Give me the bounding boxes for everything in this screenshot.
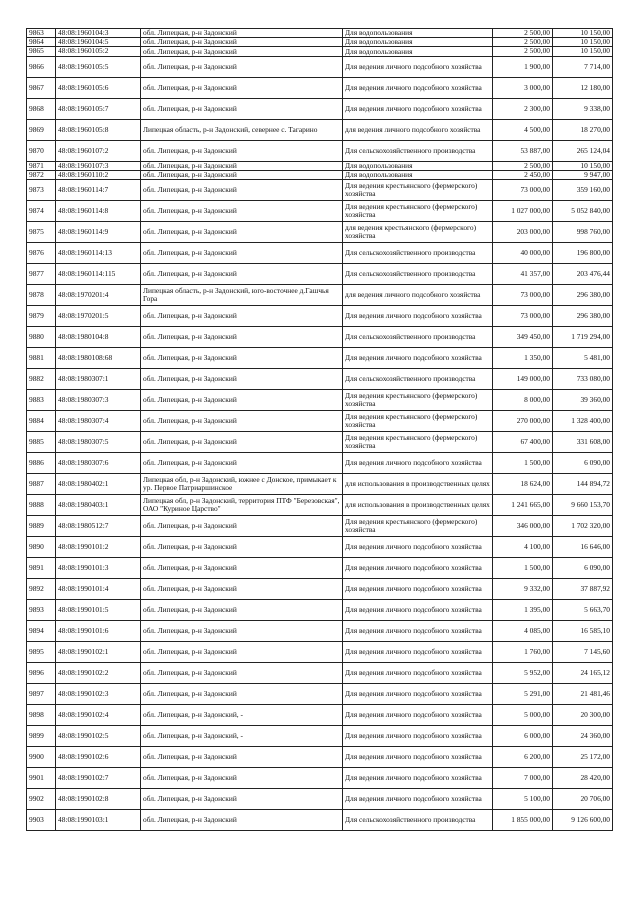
- area-cell: 270 000,00: [493, 411, 553, 432]
- cadastral-value-cell: 144 894,72: [553, 474, 613, 495]
- land-use-cell: Для водопользования: [343, 161, 493, 170]
- area-cell: 9 332,00: [493, 579, 553, 600]
- cadastral-number-cell: 48:08:1990101:6: [56, 621, 141, 642]
- land-use-cell: Для водопользования: [343, 47, 493, 56]
- table-row: [27, 411, 613, 432]
- row-number-cell: 9872: [27, 170, 56, 179]
- cadastral-number-cell: 48:08:1990102:1: [56, 642, 141, 663]
- land-use-cell: Для ведения личного подсобного хозяйства: [343, 642, 493, 663]
- cadastral-number-cell: 48:08:1960114:115: [56, 264, 141, 285]
- land-use-cell: для ведения личного подсобного хозяйства: [343, 285, 493, 306]
- address-cell: обл. Липецкая, р-н Задонский: [141, 600, 343, 621]
- address-cell: обл. Липецкая, р-н Задонский: [141, 170, 343, 179]
- table-row: [27, 98, 613, 119]
- area-cell: 2 300,00: [493, 98, 553, 119]
- area-cell: 1 500,00: [493, 558, 553, 579]
- row-number-cell: 9863: [27, 29, 56, 38]
- land-use-cell: Для ведения личного подсобного хозяйства: [343, 600, 493, 621]
- cadastral-number-cell: 48:08:1960105:2: [56, 47, 141, 56]
- cadastral-value-cell: 203 476,44: [553, 264, 613, 285]
- cadastral-value-cell: 25 172,00: [553, 747, 613, 768]
- area-cell: 40 000,00: [493, 243, 553, 264]
- table-row: [27, 537, 613, 558]
- row-number-cell: 9877: [27, 264, 56, 285]
- cadastral-number-cell: 48:08:1980402:1: [56, 474, 141, 495]
- cadastral-number-cell: 48:08:1960104:5: [56, 38, 141, 47]
- land-use-cell: Для сельскохозяйственного производства: [343, 810, 493, 831]
- cadastral-number-cell: 48:08:1980307:4: [56, 411, 141, 432]
- address-cell: обл. Липецкая, р-н Задонский: [141, 56, 343, 77]
- table-row: [27, 810, 613, 831]
- area-cell: 73 000,00: [493, 285, 553, 306]
- row-number-cell: 9897: [27, 684, 56, 705]
- row-number-cell: 9878: [27, 285, 56, 306]
- row-number-cell: 9888: [27, 495, 56, 516]
- cadastral-value-cell: 1 719 294,00: [553, 327, 613, 348]
- cadastral-value-cell: 6 090,00: [553, 453, 613, 474]
- table-body: [27, 29, 613, 831]
- area-cell: 3 000,00: [493, 77, 553, 98]
- cadastral-number-cell: 48:08:1960105:7: [56, 98, 141, 119]
- table-row: [27, 495, 613, 516]
- address-cell: обл. Липецкая, р-н Задонский: [141, 29, 343, 38]
- land-use-cell: Для ведения личного подсобного хозяйства: [343, 56, 493, 77]
- area-cell: 73 000,00: [493, 180, 553, 201]
- area-cell: 1 500,00: [493, 453, 553, 474]
- cadastral-number-cell: 48:08:1990102:2: [56, 663, 141, 684]
- area-cell: 5 100,00: [493, 789, 553, 810]
- table-row: [27, 453, 613, 474]
- address-cell: обл. Липецкая, р-н Задонский: [141, 201, 343, 222]
- cadastral-value-cell: 359 160,00: [553, 180, 613, 201]
- table-row: [27, 789, 613, 810]
- address-cell: обл. Липецкая, р-н Задонский: [141, 642, 343, 663]
- cadastral-number-cell: 48:08:1980307:3: [56, 390, 141, 411]
- cadastral-value-cell: 39 360,00: [553, 390, 613, 411]
- area-cell: 6 000,00: [493, 726, 553, 747]
- table-row: [27, 705, 613, 726]
- cadastral-number-cell: 48:08:1980104:8: [56, 327, 141, 348]
- area-cell: 203 000,00: [493, 222, 553, 243]
- cadastral-value-cell: 331 608,00: [553, 432, 613, 453]
- cadastral-number-cell: 48:08:1990102:6: [56, 747, 141, 768]
- cadastral-value-cell: 20 706,00: [553, 789, 613, 810]
- land-use-cell: Для ведения личного подсобного хозяйства: [343, 705, 493, 726]
- address-cell: обл. Липецкая, р-н Задонский: [141, 768, 343, 789]
- cadastral-number-cell: 48:08:1990101:3: [56, 558, 141, 579]
- cadastral-value-cell: 733 080,00: [553, 369, 613, 390]
- land-use-cell: Для ведения личного подсобного хозяйства: [343, 789, 493, 810]
- address-cell: обл. Липецкая, р-н Задонский: [141, 327, 343, 348]
- cadastral-number-cell: 48:08:1980307:6: [56, 453, 141, 474]
- table-row: [27, 642, 613, 663]
- cadastral-value-cell: 1 328 400,00: [553, 411, 613, 432]
- area-cell: 1 760,00: [493, 642, 553, 663]
- address-cell: обл. Липецкая, р-н Задонский: [141, 161, 343, 170]
- table-row: [27, 726, 613, 747]
- area-cell: 18 624,00: [493, 474, 553, 495]
- table-row: [27, 327, 613, 348]
- land-use-cell: Для водопользования: [343, 38, 493, 47]
- row-number-cell: 9883: [27, 390, 56, 411]
- row-number-cell: 9881: [27, 348, 56, 369]
- land-use-cell: Для ведения крестьянского (фермерского) хозяйства: [343, 180, 493, 201]
- area-cell: 346 000,00: [493, 516, 553, 537]
- address-cell: обл. Липецкая, р-н Задонский: [141, 77, 343, 98]
- table-row: [27, 663, 613, 684]
- cadastral-value-cell: 24 360,00: [553, 726, 613, 747]
- cadastral-number-cell: 48:08:1990101:5: [56, 600, 141, 621]
- cadastral-number-cell: 48:08:1990101:4: [56, 579, 141, 600]
- cadastral-value-cell: 20 300,00: [553, 705, 613, 726]
- table-row: [27, 38, 613, 47]
- land-use-cell: Для ведения личного подсобного хозяйства: [343, 306, 493, 327]
- cadastral-number-cell: 48:08:1960114:7: [56, 180, 141, 201]
- row-number-cell: 9875: [27, 222, 56, 243]
- table-row: [27, 474, 613, 495]
- cadastral-value-cell: 12 180,00: [553, 77, 613, 98]
- address-cell: Липецкая обл, р-н Задонский, южнее с Донское, примыкает к ур. Первое Патриаршинское: [141, 474, 343, 495]
- row-number-cell: 9899: [27, 726, 56, 747]
- address-cell: Липецкая область, р-н Задонский, юго-восточнее д.Гашчья Гора: [141, 285, 343, 306]
- cadastral-number-cell: 48:08:1960114:13: [56, 243, 141, 264]
- cadastral-value-cell: 7 145,60: [553, 642, 613, 663]
- address-cell: обл. Липецкая, р-н Задонский: [141, 411, 343, 432]
- area-cell: 5 952,00: [493, 663, 553, 684]
- cadastral-number-cell: 48:08:1990102:5: [56, 726, 141, 747]
- area-cell: 6 200,00: [493, 747, 553, 768]
- address-cell: обл. Липецкая, р-н Задонский: [141, 306, 343, 327]
- area-cell: 1 395,00: [493, 600, 553, 621]
- table-row: [27, 306, 613, 327]
- cadastral-value-cell: 196 800,00: [553, 243, 613, 264]
- address-cell: обл. Липецкая, р-н Задонский: [141, 180, 343, 201]
- land-use-cell: Для ведения личного подсобного хозяйства: [343, 663, 493, 684]
- cadastral-value-cell: 296 380,00: [553, 306, 613, 327]
- land-use-cell: Для ведения личного подсобного хозяйства: [343, 768, 493, 789]
- table-row: [27, 180, 613, 201]
- table-row: [27, 29, 613, 38]
- land-use-cell: Для ведения личного подсобного хозяйства: [343, 747, 493, 768]
- row-number-cell: 9898: [27, 705, 56, 726]
- land-use-cell: Для сельскохозяйственного производства: [343, 243, 493, 264]
- address-cell: обл. Липецкая, р-н Задонский: [141, 516, 343, 537]
- area-cell: 2 500,00: [493, 29, 553, 38]
- table-row: [27, 140, 613, 161]
- land-use-cell: для использования в производственных целях: [343, 495, 493, 516]
- row-number-cell: 9895: [27, 642, 56, 663]
- table-row: [27, 77, 613, 98]
- address-cell: обл. Липецкая, р-н Задонский: [141, 747, 343, 768]
- table-row: [27, 390, 613, 411]
- area-cell: 8 000,00: [493, 390, 553, 411]
- cadastral-number-cell: 48:08:1960107:3: [56, 161, 141, 170]
- address-cell: обл. Липецкая, р-н Задонский: [141, 369, 343, 390]
- table-row: [27, 119, 613, 140]
- cadastral-value-cell: 998 760,00: [553, 222, 613, 243]
- row-number-cell: 9900: [27, 747, 56, 768]
- area-cell: 73 000,00: [493, 306, 553, 327]
- cadastral-number-cell: 48:08:1990102:7: [56, 768, 141, 789]
- area-cell: 2 500,00: [493, 161, 553, 170]
- area-cell: 41 357,00: [493, 264, 553, 285]
- cadastral-value-cell: 16 646,00: [553, 537, 613, 558]
- row-number-cell: 9873: [27, 180, 56, 201]
- land-use-cell: Для ведения личного подсобного хозяйства: [343, 348, 493, 369]
- table-row: [27, 558, 613, 579]
- address-cell: Липецкая область, р-н Задонский, севернее с. Тагарино: [141, 119, 343, 140]
- cadastral-number-cell: 48:08:1990102:4: [56, 705, 141, 726]
- land-use-cell: Для ведения крестьянского (фермерского) хозяйства: [343, 201, 493, 222]
- cadastral-value-cell: 18 270,00: [553, 119, 613, 140]
- cadastral-number-cell: 48:08:1960105:8: [56, 119, 141, 140]
- cadastral-number-cell: 48:08:1970201:5: [56, 306, 141, 327]
- row-number-cell: 9887: [27, 474, 56, 495]
- address-cell: обл. Липецкая, р-н Задонский, -: [141, 726, 343, 747]
- row-number-cell: 9885: [27, 432, 56, 453]
- cadastral-value-cell: 21 481,46: [553, 684, 613, 705]
- land-use-cell: Для ведения личного подсобного хозяйства: [343, 98, 493, 119]
- cadastral-number-cell: 48:08:1980307:1: [56, 369, 141, 390]
- cadastral-number-cell: 48:08:1970201:4: [56, 285, 141, 306]
- land-use-cell: Для водопользования: [343, 29, 493, 38]
- land-use-cell: для ведения крестьянского (фермерского) хозяйства: [343, 222, 493, 243]
- row-number-cell: 9865: [27, 47, 56, 56]
- cadastral-number-cell: 48:08:1960110:2: [56, 170, 141, 179]
- land-use-cell: Для сельскохозяйственного производства: [343, 327, 493, 348]
- area-cell: 7 000,00: [493, 768, 553, 789]
- land-use-cell: Для ведения личного подсобного хозяйства: [343, 726, 493, 747]
- area-cell: 2 500,00: [493, 47, 553, 56]
- table-row: [27, 369, 613, 390]
- land-use-cell: Для сельскохозяйственного производства: [343, 369, 493, 390]
- document-page: [26, 28, 612, 831]
- row-number-cell: 9894: [27, 621, 56, 642]
- cadastral-value-cell: 7 714,00: [553, 56, 613, 77]
- land-use-cell: Для ведения крестьянского (фермерского) хозяйства: [343, 411, 493, 432]
- table-row: [27, 768, 613, 789]
- row-number-cell: 9871: [27, 161, 56, 170]
- cadastral-value-cell: 6 090,00: [553, 558, 613, 579]
- cadastral-number-cell: 48:08:1960105:5: [56, 56, 141, 77]
- area-cell: 1 900,00: [493, 56, 553, 77]
- row-number-cell: 9874: [27, 201, 56, 222]
- cadastral-number-cell: 48:08:1990103:1: [56, 810, 141, 831]
- table-row: [27, 56, 613, 77]
- land-use-cell: Для ведения крестьянского (фермерского) хозяйства: [343, 390, 493, 411]
- cadastral-value-cell: 10 150,00: [553, 29, 613, 38]
- table-row: [27, 579, 613, 600]
- row-number-cell: 9884: [27, 411, 56, 432]
- address-cell: обл. Липецкая, р-н Задонский: [141, 98, 343, 119]
- cadastral-value-cell: 10 150,00: [553, 161, 613, 170]
- land-use-cell: Для ведения крестьянского (фермерского) хозяйства: [343, 516, 493, 537]
- land-use-cell: Для ведения личного подсобного хозяйства: [343, 558, 493, 579]
- area-cell: 2 450,00: [493, 170, 553, 179]
- row-number-cell: 9876: [27, 243, 56, 264]
- land-use-cell: Для ведения личного подсобного хозяйства: [343, 77, 493, 98]
- address-cell: обл. Липецкая, р-н Задонский: [141, 537, 343, 558]
- cadastral-number-cell: 48:08:1980307:5: [56, 432, 141, 453]
- table-row: [27, 264, 613, 285]
- address-cell: обл. Липецкая, р-н Задонский: [141, 47, 343, 56]
- table-row: [27, 170, 613, 179]
- land-use-cell: для ведения личного подсобного хозяйства: [343, 119, 493, 140]
- row-number-cell: 9896: [27, 663, 56, 684]
- row-number-cell: 9880: [27, 327, 56, 348]
- area-cell: 149 000,00: [493, 369, 553, 390]
- area-cell: 1 027 000,00: [493, 201, 553, 222]
- row-number-cell: 9901: [27, 768, 56, 789]
- row-number-cell: 9903: [27, 810, 56, 831]
- row-number-cell: 9867: [27, 77, 56, 98]
- row-number-cell: 9869: [27, 119, 56, 140]
- row-number-cell: 9886: [27, 453, 56, 474]
- cadastral-value-cell: 5 481,00: [553, 348, 613, 369]
- land-use-cell: Для ведения личного подсобного хозяйства: [343, 537, 493, 558]
- address-cell: обл. Липецкая, р-н Задонский: [141, 348, 343, 369]
- area-cell: 53 887,00: [493, 140, 553, 161]
- table-row: [27, 222, 613, 243]
- cadastral-value-cell: 9 660 153,70: [553, 495, 613, 516]
- cadastral-value-cell: 9 126 600,00: [553, 810, 613, 831]
- land-use-cell: Для ведения личного подсобного хозяйства: [343, 453, 493, 474]
- row-number-cell: 9892: [27, 579, 56, 600]
- row-number-cell: 9864: [27, 38, 56, 47]
- row-number-cell: 9902: [27, 789, 56, 810]
- land-use-cell: для использования в производственных целях: [343, 474, 493, 495]
- address-cell: обл. Липецкая, р-н Задонский: [141, 390, 343, 411]
- table-row: [27, 285, 613, 306]
- table-row: [27, 201, 613, 222]
- land-use-cell: Для ведения личного подсобного хозяйства: [343, 684, 493, 705]
- table-row: [27, 684, 613, 705]
- area-cell: 4 500,00: [493, 119, 553, 140]
- cadastral-value-cell: 10 150,00: [553, 38, 613, 47]
- address-cell: обл. Липецкая, р-н Задонский: [141, 140, 343, 161]
- table-row: [27, 161, 613, 170]
- row-number-cell: 9879: [27, 306, 56, 327]
- address-cell: обл. Липецкая, р-н Задонский: [141, 579, 343, 600]
- address-cell: обл. Липецкая, р-н Задонский: [141, 663, 343, 684]
- area-cell: 4 085,00: [493, 621, 553, 642]
- row-number-cell: 9891: [27, 558, 56, 579]
- area-cell: 5 291,00: [493, 684, 553, 705]
- cadastral-number-cell: 48:08:1960114:9: [56, 222, 141, 243]
- land-use-cell: Для водопользования: [343, 170, 493, 179]
- address-cell: обл. Липецкая, р-н Задонский: [141, 810, 343, 831]
- cadastral-value-cell: 28 420,00: [553, 768, 613, 789]
- table-row: [27, 600, 613, 621]
- table-row: [27, 621, 613, 642]
- land-plots-table: [26, 28, 613, 831]
- cadastral-number-cell: 48:08:1980403:1: [56, 495, 141, 516]
- address-cell: обл. Липецкая, р-н Задонский: [141, 558, 343, 579]
- cadastral-value-cell: 5 663,70: [553, 600, 613, 621]
- cadastral-number-cell: 48:08:1980108:68: [56, 348, 141, 369]
- cadastral-value-cell: 5 052 840,00: [553, 201, 613, 222]
- row-number-cell: 9868: [27, 98, 56, 119]
- land-use-cell: Для ведения личного подсобного хозяйства: [343, 579, 493, 600]
- cadastral-number-cell: 48:08:1960107:2: [56, 140, 141, 161]
- cadastral-value-cell: 9 338,00: [553, 98, 613, 119]
- cadastral-value-cell: 296 380,00: [553, 285, 613, 306]
- row-number-cell: 9866: [27, 56, 56, 77]
- row-number-cell: 9870: [27, 140, 56, 161]
- cadastral-value-cell: 37 887,92: [553, 579, 613, 600]
- address-cell: Липецкая обл, р-н Задонский, территория ПТФ "Березовская", ОАО "Куриное Царство": [141, 495, 343, 516]
- table-row: [27, 348, 613, 369]
- cadastral-value-cell: 1 702 320,00: [553, 516, 613, 537]
- cadastral-value-cell: 9 947,00: [553, 170, 613, 179]
- table-row: [27, 516, 613, 537]
- land-use-cell: Для ведения личного подсобного хозяйства: [343, 621, 493, 642]
- table-row: [27, 243, 613, 264]
- area-cell: 349 450,00: [493, 327, 553, 348]
- address-cell: обл. Липецкая, р-н Задонский: [141, 243, 343, 264]
- cadastral-number-cell: 48:08:1960114:8: [56, 201, 141, 222]
- cadastral-number-cell: 48:08:1960105:6: [56, 77, 141, 98]
- row-number-cell: 9889: [27, 516, 56, 537]
- table-row: [27, 47, 613, 56]
- address-cell: обл. Липецкая, р-н Задонский: [141, 38, 343, 47]
- land-use-cell: Для ведения крестьянского (фермерского) хозяйства: [343, 432, 493, 453]
- land-use-cell: Для сельскохозяйственного производства: [343, 264, 493, 285]
- cadastral-value-cell: 10 150,00: [553, 47, 613, 56]
- cadastral-number-cell: 48:08:1990102:3: [56, 684, 141, 705]
- land-use-cell: Для сельскохозяйственного производства: [343, 140, 493, 161]
- cadastral-value-cell: 16 585,10: [553, 621, 613, 642]
- cadastral-value-cell: 24 165,12: [553, 663, 613, 684]
- address-cell: обл. Липецкая, р-н Задонский: [141, 789, 343, 810]
- address-cell: обл. Липецкая, р-н Задонский: [141, 453, 343, 474]
- cadastral-number-cell: 48:08:1990102:8: [56, 789, 141, 810]
- address-cell: обл. Липецкая, р-н Задонский: [141, 432, 343, 453]
- address-cell: обл. Липецкая, р-н Задонский: [141, 684, 343, 705]
- area-cell: 5 000,00: [493, 705, 553, 726]
- cadastral-value-cell: 265 124,04: [553, 140, 613, 161]
- cadastral-number-cell: 48:08:1980512:7: [56, 516, 141, 537]
- area-cell: 1 350,00: [493, 348, 553, 369]
- cadastral-number-cell: 48:08:1990101:2: [56, 537, 141, 558]
- table-row: [27, 747, 613, 768]
- address-cell: обл. Липецкая, р-н Задонский: [141, 222, 343, 243]
- address-cell: обл. Липецкая, р-н Задонский: [141, 621, 343, 642]
- area-cell: 1 855 000,00: [493, 810, 553, 831]
- area-cell: 1 241 665,00: [493, 495, 553, 516]
- row-number-cell: 9893: [27, 600, 56, 621]
- table-row: [27, 432, 613, 453]
- area-cell: 67 400,00: [493, 432, 553, 453]
- cadastral-number-cell: 48:08:1960104:3: [56, 29, 141, 38]
- row-number-cell: 9890: [27, 537, 56, 558]
- area-cell: 2 500,00: [493, 38, 553, 47]
- address-cell: обл. Липецкая, р-н Задонский, -: [141, 705, 343, 726]
- row-number-cell: 9882: [27, 369, 56, 390]
- address-cell: обл. Липецкая, р-н Задонский: [141, 264, 343, 285]
- area-cell: 4 100,00: [493, 537, 553, 558]
